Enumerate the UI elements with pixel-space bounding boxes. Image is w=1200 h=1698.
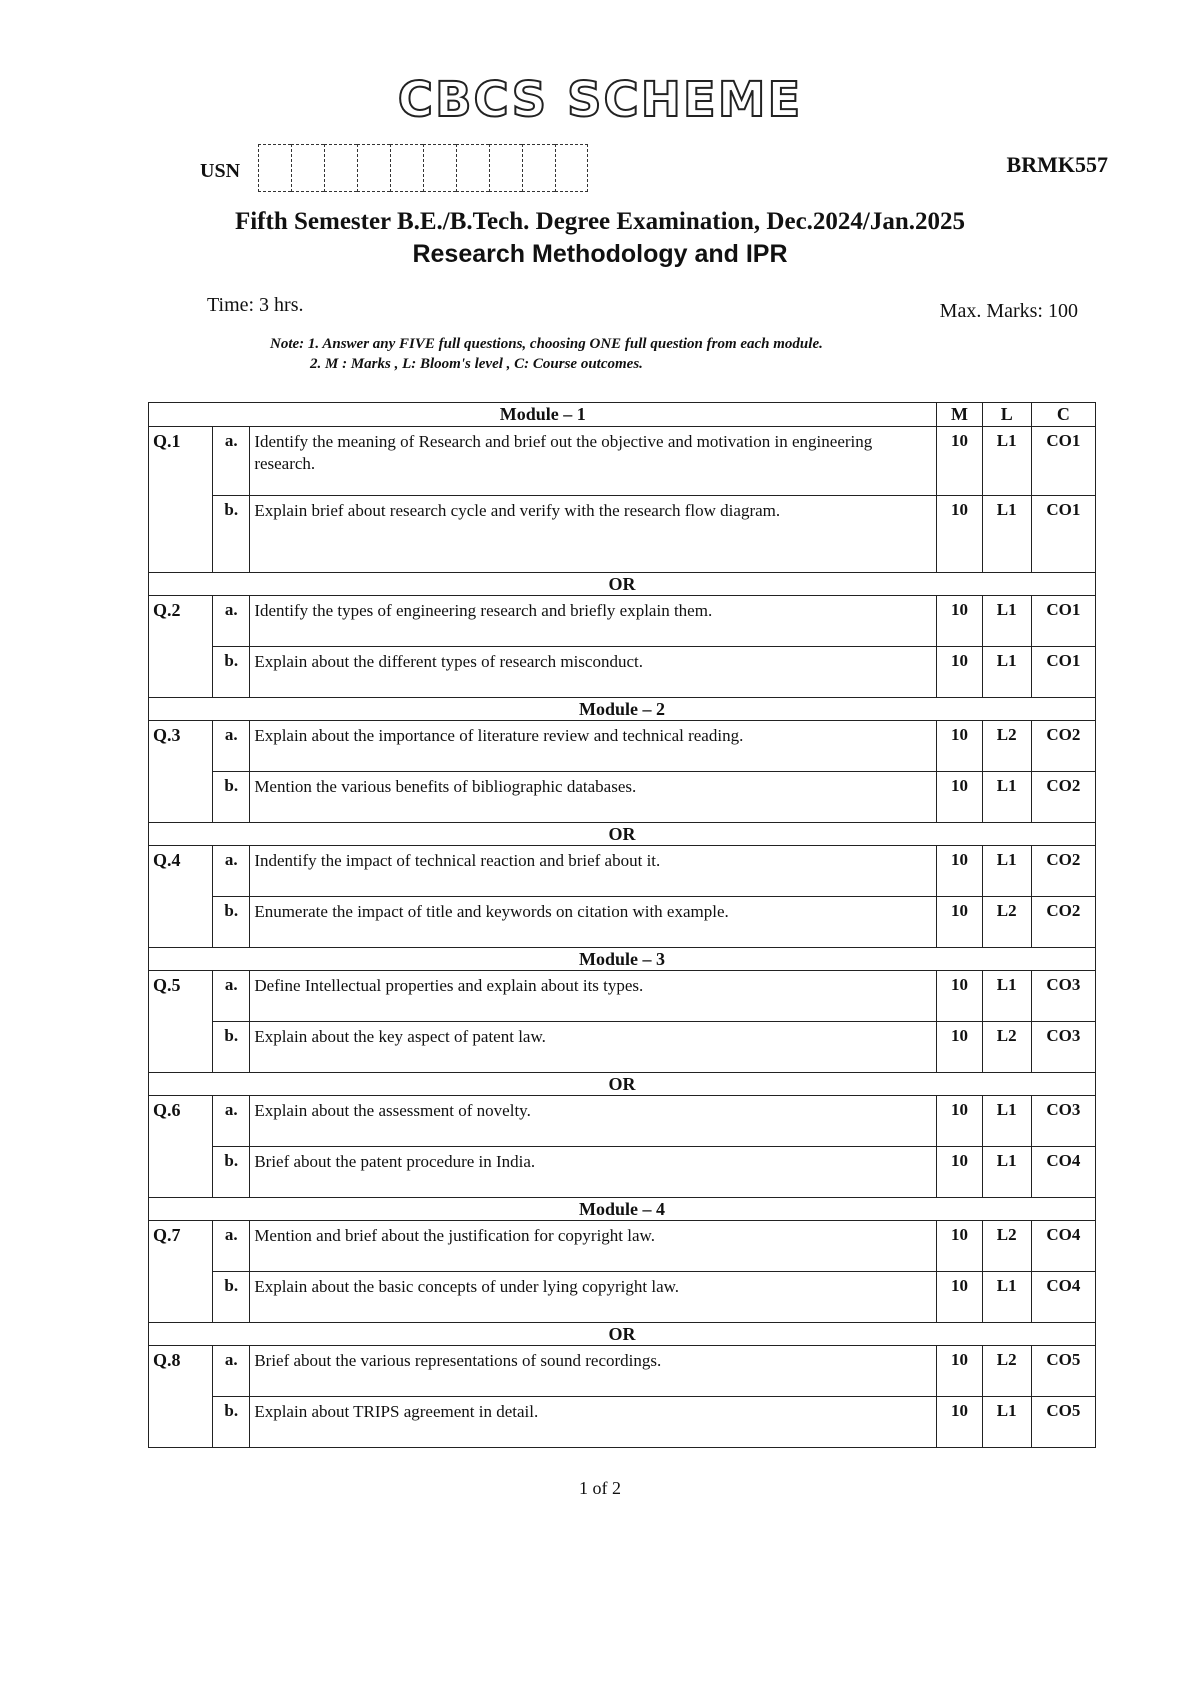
level-value: L2 [982,1022,1031,1073]
outcome-value: CO3 [1031,971,1095,1022]
usn-box [456,144,489,192]
question-text: Explain about the different types of research misconduct. [250,647,937,698]
part-label: b. [213,772,250,823]
level-value: L2 [982,1346,1031,1397]
question-text: Mention the various benefits of bibliographic databases. [250,772,937,823]
or-separator: OR [149,1323,1096,1346]
outcome-value: CO1 [1031,427,1095,496]
question-row [149,971,1096,1022]
usn-boxes [258,144,588,192]
question-row [149,721,1096,772]
part-label: a. [213,427,250,496]
or-row [149,823,1096,846]
question-table [148,402,1096,1448]
marks-value: 10 [937,1346,982,1397]
question-row [149,1221,1096,1272]
col-header-outcome: C [1031,403,1095,427]
question-row [149,897,1096,948]
marks-value: 10 [937,1272,982,1323]
usn-box [423,144,456,192]
question-row [149,1022,1096,1073]
or-separator: OR [149,1073,1096,1096]
part-label: a. [213,846,250,897]
question-text: Mention and brief about the justification for copyright law. [250,1221,937,1272]
part-label: a. [213,1096,250,1147]
marks-value: 10 [937,897,982,948]
usn-box [258,144,291,192]
level-value: L1 [982,772,1031,823]
outcome-value: CO2 [1031,846,1095,897]
question-row [149,647,1096,698]
question-row [149,1397,1096,1448]
question-row [149,772,1096,823]
usn-box [489,144,522,192]
part-label: a. [213,721,250,772]
subject-code: BRMK557 [1006,152,1108,177]
outcome-value: CO4 [1031,1147,1095,1198]
question-text: Explain brief about research cycle and verify with the research flow diagram. [250,496,937,573]
usn-box [522,144,555,192]
level-value: L2 [982,897,1031,948]
module-header-row [149,698,1096,721]
question-text: Identify the meaning of Research and brief out the objective and motivation in engineering research. [250,427,937,496]
level-value: L2 [982,1221,1031,1272]
marks-value: 10 [937,971,982,1022]
level-value: L1 [982,1397,1031,1448]
usn-box [324,144,357,192]
level-value: L1 [982,647,1031,698]
part-label: b. [213,897,250,948]
marks-value: 10 [937,1022,982,1073]
level-value: L1 [982,1272,1031,1323]
module-title: Module – 1 [149,403,937,427]
instructions-note [270,334,823,374]
or-separator: OR [149,573,1096,596]
marks-value: 10 [937,846,982,897]
marks-value: 10 [937,496,982,573]
outcome-value: CO3 [1031,1022,1095,1073]
or-separator: OR [149,823,1096,846]
level-value: L1 [982,596,1031,647]
marks-value: 10 [937,1096,982,1147]
or-row [149,573,1096,596]
module-header-row [149,403,1096,427]
usn-box [291,144,324,192]
question-number: Q.8 [149,1346,213,1448]
time-allowed: Time: 3 hrs. [207,294,304,316]
part-label: a. [213,1221,250,1272]
outcome-value: CO2 [1031,772,1095,823]
outcome-value: CO1 [1031,596,1095,647]
question-text: Explain about the basic concepts of under lying copyright law. [250,1272,937,1323]
exam-title: Fifth Semester B.E./B.Tech. Degree Examination, Dec.2024/Jan.2025 [234,208,966,235]
outcome-value: CO3 [1031,1096,1095,1147]
level-value: L1 [982,971,1031,1022]
marks-value: 10 [937,427,982,496]
subject-title: Research Methodology and IPR [412,240,788,268]
question-row [149,1346,1096,1397]
part-label: b. [213,496,250,573]
part-label: b. [213,1272,250,1323]
question-text: Indentify the impact of technical reaction and brief about it. [250,846,937,897]
page-number: 1 of 2 [579,1478,621,1498]
part-label: b. [213,1022,250,1073]
col-header-level: L [982,403,1031,427]
marks-value: 10 [937,1397,982,1448]
part-label: b. [213,647,250,698]
note-line-1: Note: 1. Answer any FIVE full questions, choosing ONE full question from each module. [270,336,823,352]
part-label: a. [213,1346,250,1397]
question-text: Explain about the assessment of novelty. [250,1096,937,1147]
question-row [149,427,1096,496]
marks-value: 10 [937,596,982,647]
question-row [149,1272,1096,1323]
question-number: Q.5 [149,971,213,1073]
module-header-row [149,948,1096,971]
usn-box [357,144,390,192]
module-title: Module – 4 [149,1198,1096,1221]
col-header-marks: M [937,403,982,427]
usn-label: USN [200,160,241,182]
marks-value: 10 [937,1221,982,1272]
level-value: L1 [982,496,1031,573]
part-label: b. [213,1397,250,1448]
question-row [149,596,1096,647]
outcome-value: CO1 [1031,647,1095,698]
module-title: Module – 3 [149,948,1096,971]
outcome-value: CO4 [1031,1221,1095,1272]
question-row [149,1147,1096,1198]
question-number: Q.7 [149,1221,213,1323]
level-value: L1 [982,1096,1031,1147]
or-row [149,1323,1096,1346]
usn-box [555,144,588,192]
outcome-value: CO4 [1031,1272,1095,1323]
question-number: Q.6 [149,1096,213,1198]
module-header-row [149,1198,1096,1221]
usn-box [390,144,423,192]
level-value: L2 [982,721,1031,772]
outcome-value: CO5 [1031,1397,1095,1448]
marks-value: 10 [937,721,982,772]
level-value: L1 [982,1147,1031,1198]
marks-value: 10 [937,1147,982,1198]
question-number: Q.4 [149,846,213,948]
part-label: a. [213,971,250,1022]
question-text: Explain about the key aspect of patent law. [250,1022,937,1073]
question-text: Identify the types of engineering research and briefly explain them. [250,596,937,647]
outcome-value: CO5 [1031,1346,1095,1397]
question-number: Q.1 [149,427,213,573]
question-row [149,496,1096,573]
part-label: a. [213,596,250,647]
question-text: Explain about the importance of literature review and technical reading. [250,721,937,772]
level-value: L1 [982,846,1031,897]
level-value: L1 [982,427,1031,496]
outcome-value: CO2 [1031,897,1095,948]
question-text: Define Intellectual properties and explain about its types. [250,971,937,1022]
scheme-title: CBCS SCHEME [397,72,803,128]
question-text: Brief about the patent procedure in India. [250,1147,937,1198]
question-row [149,1096,1096,1147]
marks-value: 10 [937,647,982,698]
question-row [149,846,1096,897]
outcome-value: CO1 [1031,496,1095,573]
part-label: b. [213,1147,250,1198]
max-marks: Max. Marks: 100 [939,300,1078,322]
marks-value: 10 [937,772,982,823]
question-text: Explain about TRIPS agreement in detail. [250,1397,937,1448]
outcome-value: CO2 [1031,721,1095,772]
module-title: Module – 2 [149,698,1096,721]
question-number: Q.2 [149,596,213,698]
note-line-2: 2. M : Marks , L: Bloom's level , C: Course outcomes. [310,356,643,372]
or-row [149,1073,1096,1096]
question-text: Enumerate the impact of title and keywords on citation with example. [250,897,937,948]
question-text: Brief about the various representations of sound recordings. [250,1346,937,1397]
question-number: Q.3 [149,721,213,823]
